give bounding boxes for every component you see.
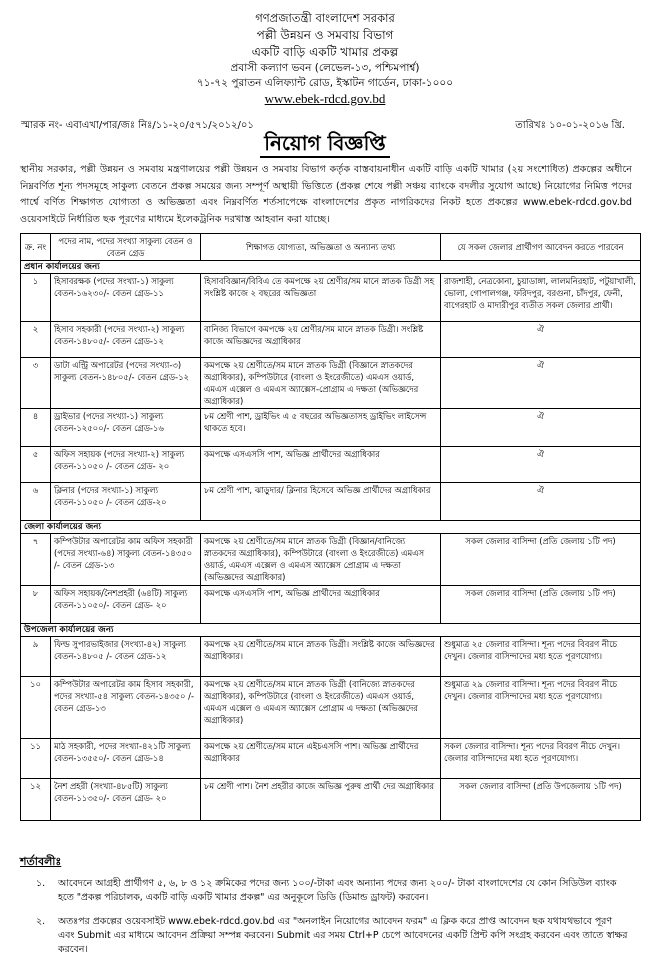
- row-post: হিসাব সহকারী (পদের সংখ্যা-২) সাকুল্য বেতন-১৪৮০৫/- বেতন গ্রেড-১২: [51, 322, 201, 358]
- header-post: পদের নাম, পদের সংখ্যা সাকুল্য বেতন ও বেতন গ্রেড: [51, 234, 201, 261]
- condition-item: [36, 877, 628, 905]
- row-sl: ৫: [21, 447, 51, 483]
- row-district: শুধুমাত্র ২৯ জেলার বাসিন্দা। শূন্য পদের বিবরণ নীচে দেখুন। জেলার বাসিন্দাদের মধ্য হতে পূরণযোগ্য।: [441, 677, 641, 739]
- table-row: [21, 779, 641, 821]
- row-post: মাঠ সহকারী, পদের সংখ্যা-৪২১টি সাকুল্য বেতন-১৩৫৫০/- বেতন গ্রেড-১৪: [51, 739, 201, 779]
- row-sl: ৭: [21, 534, 51, 586]
- row-district: রাজশাহী, নেত্রকোনা, চুয়াডাঙ্গা, লালমনিরহাট, পটুয়াখালী, ভোলা, গোপালগঞ্জ, ফরিদপুর, বরগুনা, চাঁদপুর, ফেনী, বাগেরহাট ও মাদারীপুর ব্যতীত সকল জেলার প্রার্থী।: [441, 274, 641, 322]
- condition-text: অতঃপর প্রকল্পের ওয়েবসাইট www.ebek-rdcd.gov.bd এর "অনলাইন নিয়োগের আবেদন ফরম" এ ক্লিক করে প্রাপ্ত আবেদন ছক যথাযথভাবে পূরণ এবং Submit এর মাধ্যমে আবেদন প্রক্রিয়া সম্পন্ন করবেন। Submit এর সময় Ctrl+P চেপে আবেদনের একটি প্রিন্ট কপি সংগ্রহ করবেন এবং তাতে স্বাক্ষর করবেন।: [58, 916, 628, 955]
- row-post: কম্পিউটার অপারেটর কাম হিসাব সহকারী, পদের সংখ্যা-৫৪ সাকুল্য বেতন-১৪৩৫০ /- বেতন গ্রেড-১৩: [51, 677, 201, 739]
- section-district-office: [21, 521, 641, 534]
- header-project: একটি বাড়ি একটি খামার প্রকল্প: [251, 45, 399, 59]
- row-sl: ১১: [21, 739, 51, 779]
- table-row: [21, 274, 641, 322]
- table-row: [21, 534, 641, 586]
- table-row: [21, 409, 641, 447]
- intro-paragraph: স্থানীয় সরকার, পল্লী উন্নয়ন ও সমবায় মন্ত্রণালয়ের পল্লী উন্নয়ন ও সমবায় বিভাগ কর্তৃক বাস্তবায়নাধীন একটি বাড়ি একটি খামার (২য় সংশোধিত) প্রকল্পের অধীনে নিম্নবর্ণিত শূন্য পদসমূহে সাকুল্য বেতনে প্রকল্প সময়ের জন্য সম্পূর্ণ অস্থায়ী ভিত্তিতে (প্রকল্প শেষে পল্লী সঞ্চয় ব্যাংকে বদলীর সুযোগ আছে) নিয়োগের নিমিত্ত পদের পার্শ্বে বর্ণিত শিক্ষাগত যোগ্যতা ও অভিজ্ঞতা এবং নিম্নবর্ণিত শর্তসাপেক্ষে বাংলাদেশের প্রকৃত নাগরিকদের নিকট হতে প্রকল্পের www.ebek-rdcd.gov.bd ওয়েবসাইটে নির্ধারিত ছক পূরণের মাধ্যমে ইলেকট্রনিক দরখাস্ত আহবান করা যাচ্ছে।: [20, 164, 632, 225]
- row-qualification: কমপক্ষে ২য় শ্রেণীতে/সম মানে স্নাতক ডিগ্রী (বানিজ্যে স্নাতকদের অগ্রাধিকার), কম্পিউটারে (বাংলা ও ইংরেজীতে) এমএস ওয়ার্ড, এমএস এক্সেল ও এমএস অ্যাক্সেস প্রোগ্রাম এ দক্ষতা (অভিজ্ঞদের অগ্রাধিকার): [201, 677, 441, 739]
- table-header-row: [21, 234, 641, 261]
- row-sl: ৮: [21, 586, 51, 624]
- section-label: উপজেলা কার্যালয়ের জন্য: [21, 624, 641, 637]
- row-sl: ১০: [21, 677, 51, 739]
- table-row: [21, 483, 641, 521]
- row-district: শুধুমাত্র ২৫ জেলার বাসিন্দা। শূন্য পদের বিবরণ নীচে দেখুন। জেলার বাসিন্দাদের মধ্য হতে পূরণযোগ্য।: [441, 637, 641, 677]
- row-district: ঐ: [441, 409, 641, 447]
- notice-title: নিয়োগ বিজ্ঞপ্তি: [260, 130, 390, 158]
- row-qualification: বানিজ্য বিভাগে কমপক্ষে ২য় শ্রেণীর/সম মানে স্নাতক ডিগ্রী। সংশ্লিষ্ট কাজে অভিজ্ঞদের অগ্রাধিকার: [201, 322, 441, 358]
- section-label: প্রধান কার্যালয়ের জন্য: [21, 261, 641, 274]
- row-sl: ৩: [21, 358, 51, 409]
- section-label: জেলা কার্যালয়ের জন্য: [21, 521, 641, 534]
- row-sl: ৬: [21, 483, 51, 521]
- row-qualification: হিসাববিজ্ঞান/বিবিএ তে কমপক্ষে ২য় শ্রেণীর/সম মানে স্নাতক ডিগ্রী সহ সংশ্লিষ্ট কাজে ২ বছরের অভিজ্ঞতা: [201, 274, 441, 322]
- row-sl: ২: [21, 322, 51, 358]
- row-qualification: কমপক্ষে ২য় শ্রেণীতে/সম মানে স্নাতক ডিগ্রী। সংশ্লিষ্ট কাজে অভিজ্ঞদের অগ্রাধিকার।: [201, 637, 441, 677]
- row-post: অফিস সহায়ক (পদের সংখ্যা-২) সাকুল্য বেতন-১১০৫০ /- বেতন গ্রেড- ২০: [51, 447, 201, 483]
- row-post: হিসাবরক্ষক (পদের সংখ্যা-১) সাকুল্য বেতন-১৬২৩০/- বেতন গ্রেড-১১: [51, 274, 201, 322]
- notice-title-wrap: [0, 130, 650, 158]
- row-post: ডাটা এন্ট্রি অপারেটর (পদের সংখ্যা-৩) সাকুল্য বেতন-১৪৮০৫/- বেতন গ্রেড-১২: [51, 358, 201, 409]
- condition-number: ১.: [36, 878, 46, 889]
- row-sl: ৪: [21, 409, 51, 447]
- conditions-title: শর্তাবলীঃ: [20, 855, 62, 868]
- condition-item: [36, 915, 628, 957]
- row-post: ক্লিনার (পদের সংখ্যা-১) সাকুল্য বেতন-১১০৫০ /- বেতন গ্রেড-২০: [51, 483, 201, 521]
- row-district: ঐ: [441, 322, 641, 358]
- row-qualification: কমপক্ষে এসএসসি পাশ, অভিজ্ঞ প্রার্থীদের অগ্রাধিকার: [201, 447, 441, 483]
- table-row: [21, 739, 641, 779]
- header-district: যে সকল জেলার প্রার্থীগণ আবেদন করতে পারবেন: [441, 234, 641, 261]
- header-division: পল্লী উন্নয়ন ও সমবায় বিভাগ: [256, 28, 394, 42]
- row-district: সকল জেলার বাসিন্দা (প্রতি জেলায় ১টি পদ): [441, 586, 641, 624]
- header-address: ৭১-৭২ পুরাতন এলিফ্যান্ট রোড, ইস্কাটন গার্ডেন, ঢাকা-১০০০: [196, 77, 454, 89]
- row-post: অফিস সহায়ক/নৈশপ্রহরী (৬৪টি) সাকুল্য বেতন-১১০৫০/- বেতন গ্রেড- ২০: [51, 586, 201, 624]
- table-row: [21, 447, 641, 483]
- header-qualification: শিক্ষাগত যোগ্যতা, অভিজ্ঞতা ও অন্যান্য তথ্য: [201, 234, 441, 261]
- row-district: ঐ: [441, 358, 641, 409]
- row-qualification: ৮ম শ্রেণী পাশ, ঝাড়ুদার/ ক্লিনার হিসেবে অভিজ্ঞ প্রার্থীদের অগ্রাধিকার: [201, 483, 441, 521]
- header-building: প্রবাসী কল্যাণ ভবন (লেভেল-১৩, পশ্চিমপার্শ্ব): [230, 62, 420, 74]
- row-district: সকল জেলার বাসিন্দা (প্রতি উপজেলায় ১টি পদ): [441, 779, 641, 821]
- section-upazila-office: [21, 624, 641, 637]
- table-row: [21, 322, 641, 358]
- row-post: নৈশ প্রহরী (সংখ্যা-৪৮৫টি) সাকুল্য বেতন-১১৩৫০/- বেতন গ্রেড- ২০: [51, 779, 201, 821]
- row-district: ঐ: [441, 483, 641, 521]
- row-qualification: কমপক্ষে ২য় শ্রেণীতে/সম মানে এইচএসসি পাশ। অভিজ্ঞ প্রার্থীদের অগ্রাধিকার: [201, 739, 441, 779]
- job-table: [20, 233, 641, 821]
- notice-date: তারিখঃ ১০-০১-২০১৬ খ্রি.: [515, 120, 625, 131]
- section-head-office: [21, 261, 641, 274]
- row-district: ঐ: [441, 447, 641, 483]
- row-sl: ৯: [21, 637, 51, 677]
- row-sl: ১২: [21, 779, 51, 821]
- row-district: সকল জেলার বাসিন্দা (প্রতি জেলায় ১টি পদ): [441, 534, 641, 586]
- row-qualification: কমপক্ষে এসএসসি পাশ, অভিজ্ঞ প্রার্থীদের অগ্রাধিকার: [201, 586, 441, 624]
- table-row: [21, 637, 641, 677]
- row-post: ফিল্ড সুপারভাইজার (সংখ্যা-৪২) সাকুল্য বেতন-১৪৮০৫ /- বেতন গ্রেড-১২: [51, 637, 201, 677]
- table-row: [21, 586, 641, 624]
- header-sl: ক্র. নং: [21, 234, 51, 261]
- condition-number: ২.: [36, 916, 46, 927]
- row-qualification: কমপক্ষে ২য় শ্রেণীতে/সম মানে স্নাতক ডিগ্রী (বিজ্ঞান/বানিজ্যে স্নাতকদের অগ্রাধিকার), কম্পিউটারে (বাংলা ও ইংরেজীতে) এমএস ওয়ার্ড, এমএস এক্সেল ও এমএস অ্যাক্সেস প্রোগ্রাম এ দক্ষতা (অভিজ্ঞদের অগ্রাধিকার): [201, 534, 441, 586]
- row-sl: ১: [21, 274, 51, 322]
- table-row: [21, 677, 641, 739]
- header-website-link[interactable]: www.ebek-rdcd.gov.bd: [264, 91, 386, 106]
- row-district: সকল জেলার বাসিন্দা। শূন্য পদের বিবরণ নীচে দেখুন। জেলার বাসিন্দাদের মধ্য হতে পূরণযোগ্য।: [441, 739, 641, 779]
- memo-number: স্মারক নং- এবাএখা/পার/জঃ নিঃ/১১-২০/৫৭১/২০১২/০১: [21, 120, 254, 131]
- condition-text: আবেদনে আগ্রহী প্রার্থীগণ ৫, ৬, ৮ ও ১২ ক্রমিকের পদের জন্য ১০০/-টাকা এবং অন্যান্য পদের জন্য ২০০/- টাকা বাংলাদেশের যে কোন সিডিউল ব্যাংক হতে "প্রকল্প পরিচালক, একটি বাড়ি একটি খামার প্রকল্প" এর অনুকূলে ডিডি (ডিমান্ড ড্রাফট) করবেন।: [58, 878, 617, 903]
- row-qualification: কমপক্ষে ২য় শ্রেণীতে/সম মানে স্নাতক ডিগ্রী (বিজ্ঞানে স্নাতকদের অগ্রাধিকার), কম্পিউটারে (বাংলা ও ইংরেজীতে) এমএস ওয়ার্ড, এমএস এক্সেল ও এমএস অ্যাক্সেস-প্রোগ্রাম এ দক্ষতা (অভিজ্ঞদের অগ্রাধিকার): [201, 358, 441, 409]
- row-qualification: ৮ম শ্রেণী পাশ। নৈশ প্রহরীর কাজে অভিজ্ঞ পুরুষ প্রার্থী দের অগ্রাধিকার: [201, 779, 441, 821]
- row-post: কম্পিউটার অপারেটর কাম অফিস সহকারী (পদের সংখ্যা-৬৪) সাকুল্য বেতন-১৪৩৫০ /- বেতন গ্রেড-১৩: [51, 534, 201, 586]
- header-govt: গণপ্রজাতন্ত্রী বাংলাদেশ সরকার: [255, 11, 395, 25]
- row-qualification: ৮ম শ্রেণী পাশ, ড্রাইভিং এ ৫ বছরের অভিজ্ঞতাসহ ড্রাইভিং লাইসেন্স থাকতে হবে।: [201, 409, 441, 447]
- table-row: [21, 358, 641, 409]
- row-post: ড্রাইভার (পদের সংখ্যা-১) সাকুল্য বেতন-১২৫০০/- বেতন গ্রেড-১৬: [51, 409, 201, 447]
